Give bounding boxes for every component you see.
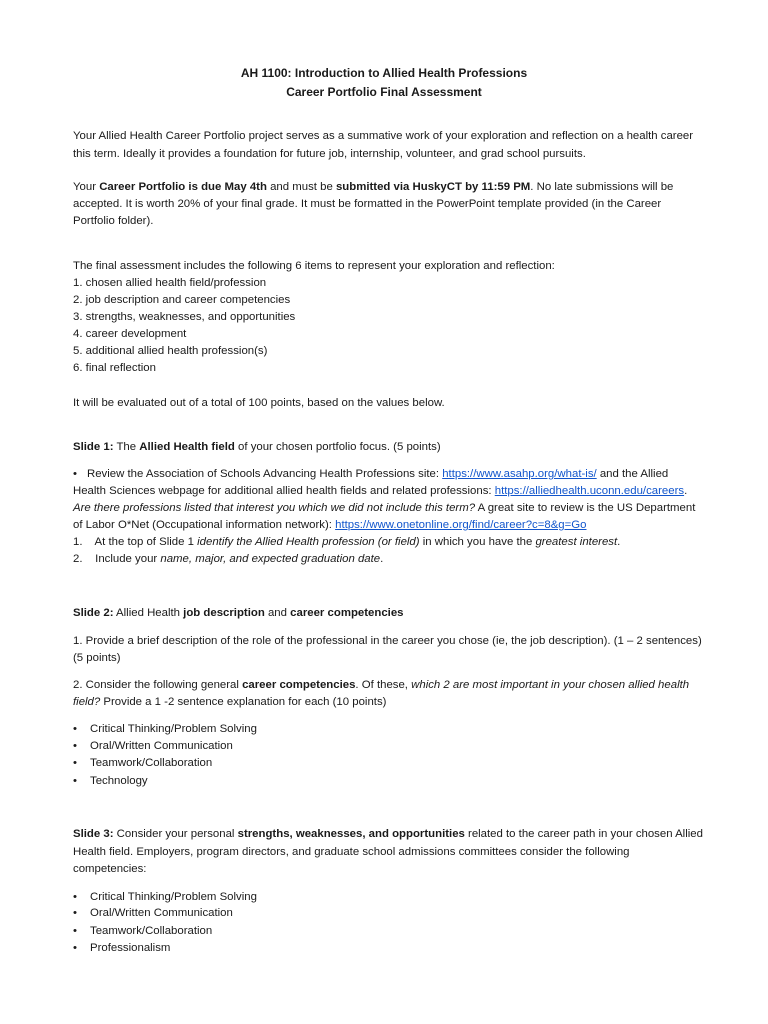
slide2-heading [73,606,404,621]
slide2-paragraph-line: (5 points) [73,652,121,664]
slide2-paragraph-line: 1. Provide a brief description of the role of the professional in the career you chose (ie, the job description). (1 – 2 sentences) [73,635,702,647]
submission-text: submitted via HuskyCT by 11:59 PM [335,181,531,193]
text-run: Provide a 1 -2 sentence explanation for each (10 points) [100,696,387,708]
slide1-line [73,518,587,533]
list-item: 4. career development [73,328,187,340]
slide3-paragraph-line: competencies: [73,863,147,875]
intro-paragraph-line: this term. Ideally it provides a foundation for future job, internship, volunteer, and grad school pursuits. [73,148,586,160]
text-run: . [380,553,384,565]
bullet-icon: • [73,942,77,954]
slide1-bullet-line [73,467,668,482]
due-date-line [73,180,673,195]
slide2-paragraph-line [73,695,386,710]
document-subtitle: Career Portfolio Final Assessment [286,85,482,99]
list-item: Critical Thinking/Problem Solving [90,891,257,903]
document-title: AH 1100: Introduction to Allied Health Professions [240,66,528,80]
text-run: . [684,485,688,497]
list-item: Professionalism [90,942,171,954]
italic-text: Are there professions listed that interest you which we did not include this term? [73,502,476,514]
bullet-icon: • [73,891,77,903]
slide-label: Slide 2: [73,607,114,619]
slide1-line [73,501,695,516]
bold-text: strengths, weaknesses, and opportunities [237,828,465,840]
text-run: Health Sciences webpage for additional allied health fields and related professions: [73,485,495,497]
intro-paragraph-line: Your Allied Health Career Portfolio project serves as a summative work of your exploration and reflection on a health career [73,130,694,142]
onet-link[interactable]: https://www.onetonline.org/find/career?c=8&g=Go [335,519,587,531]
slide1-heading [73,440,441,455]
bullet-icon: • [73,925,77,937]
slide1-line [73,484,687,499]
bullet-icon: • [73,468,77,480]
slide1-numbered-item [73,535,620,550]
slide3-heading [73,827,703,842]
list-item: 1. chosen allied health field/profession [73,277,267,289]
text-run: . No late submissions will be [530,181,674,193]
due-date-text: Career Portfolio is due May 4th [99,181,267,193]
text-run: in which you have the [419,536,536,548]
list-item: Oral/Written Communication [90,907,233,919]
text-run: 1. At the top of Slide 1 [73,536,198,548]
intro-paragraph-line: accepted. It is worth 20% of your final grade. It must be formatted in the PowerPoint template provided (in the Career [73,198,662,210]
italic-text: name, major, and expected graduation date [160,553,381,565]
italic-text: identify the Allied Health profession (or field) [197,536,420,548]
text-run: 2. Include your [73,553,161,565]
list-item: 3. strengths, weaknesses, and opportunities [73,311,296,323]
text-run: Review the Association of Schools Advancing Health Professions site: [87,468,443,480]
bullet-icon: • [73,775,77,787]
italic-text: which 2 are most important in your chosen allied health [411,679,690,691]
list-item: 6. final reflection [73,362,156,374]
slide1-numbered-item [73,552,383,567]
text-run: of Labor O*Net (Occupational information network): [73,519,336,531]
text-run: Your [73,181,100,193]
bold-text: career competencies [242,679,356,691]
slide2-paragraph-line [73,678,689,693]
slide-label: Slide 1: [73,441,114,453]
text-run: Consider your personal [113,828,238,840]
items-intro: The final assessment includes the following 6 items to represent your exploration and reflection: [73,260,555,272]
text-run: of your chosen portfolio focus. (5 points) [234,441,441,453]
slide3-paragraph-line: Health field. Employers, program directors, and graduate school admissions committees consider the following [73,846,630,858]
bold-text: Allied Health field [139,441,235,453]
text-run: The [113,441,140,453]
bullet-icon: • [73,757,77,769]
evaluation-note: It will be evaluated out of a total of 100 points, based on the values below. [73,397,445,409]
bold-text: career competencies [290,607,404,619]
text-run: and [264,607,291,619]
asahp-link[interactable]: https://www.asahp.org/what-is/ [442,468,597,480]
bullet-icon: • [73,723,77,735]
text-run: A great site to review is the US Department [475,502,696,514]
text-run: related to the career path in your chosen Allied [464,828,703,840]
slide-label: Slide 3: [73,828,114,840]
italic-text: greatest interest [535,536,618,548]
italic-text: field? [73,696,101,708]
intro-paragraph-line: Portfolio folder). [73,215,154,227]
list-item: Teamwork/Collaboration [90,925,213,937]
text-run: . [617,536,621,548]
text-run: and must be [266,181,336,193]
list-item: 5. additional allied health profession(s) [73,345,268,357]
text-run: and the Allied [596,468,669,480]
bold-text: job description [183,607,265,619]
text-run: 2. Consider the following general [73,679,243,691]
text-run: Allied Health [113,607,184,619]
bullet-icon: • [73,740,77,752]
list-item: 2. job description and career competencies [73,294,291,306]
bullet-icon: • [73,907,77,919]
list-item: Technology [90,775,148,787]
uconn-careers-link[interactable]: https://alliedhealth.uconn.edu/careers [494,485,685,497]
text-run: . Of these, [355,679,412,691]
list-item: Teamwork/Collaboration [90,757,213,769]
list-item: Oral/Written Communication [90,740,233,752]
list-item: Critical Thinking/Problem Solving [90,723,257,735]
